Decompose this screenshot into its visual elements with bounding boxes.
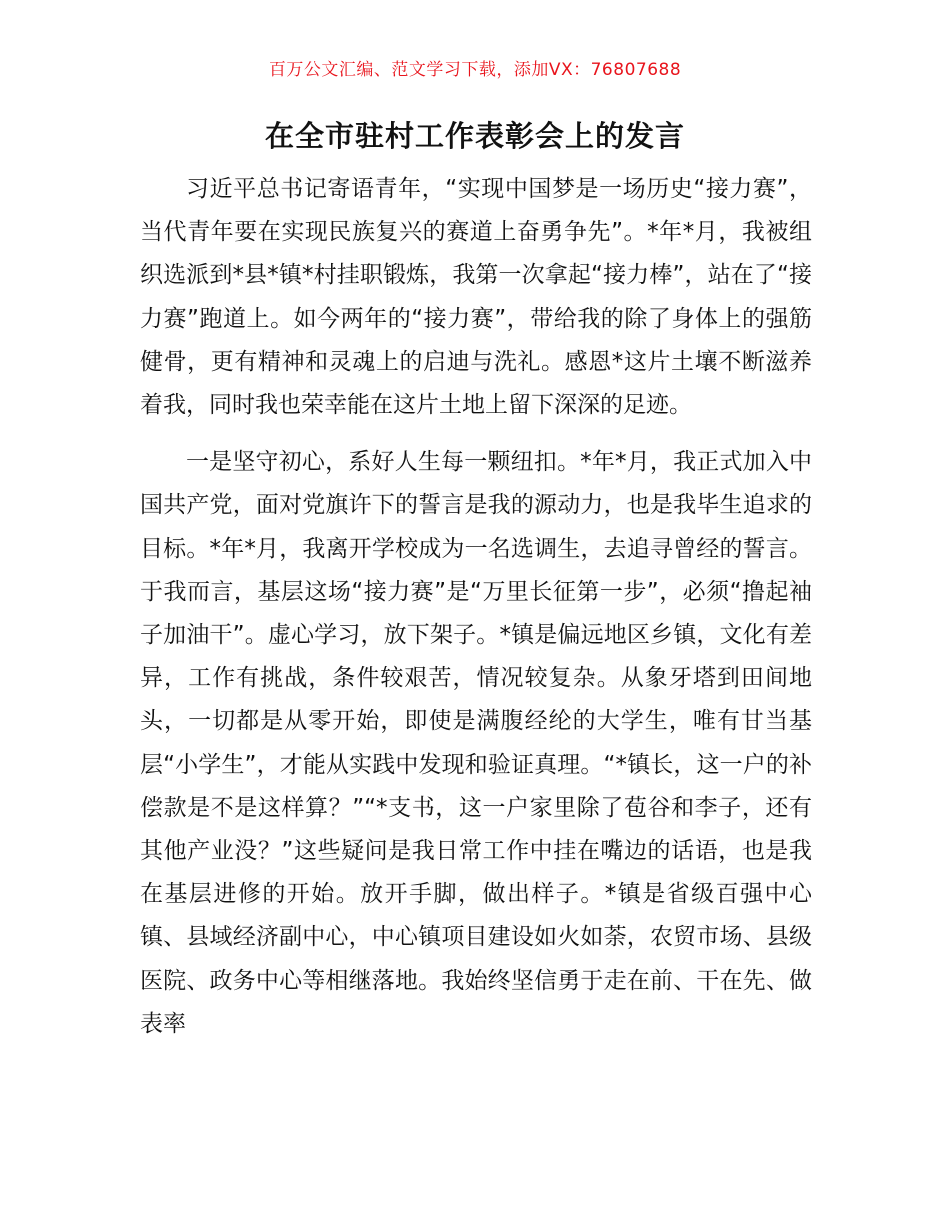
- watermark-banner: 百万公文汇编、范文学习下载，添加VX：76807688: [268, 60, 682, 80]
- paragraph-point-one: 一是坚守初心，系好人生每一颗纽扣。*年*月，我正式加入中国共产党，面对党旗许下的誓言是我的源动力，也是我毕生追求的目标。*年*月，我离开学校成为一名选调生，去追寻曾经的誓言。于我而言，基层这场“接力赛”是“万里长征第一步”，必须“撸起袖子加油干”。虚心学习，放下架子。*镇是偏远地区乡镇，文化有差异，工作有挑战，条件较艰苦，情况较复杂。从象牙塔到田间地头，一切都是从零开始，即使是满腹经纶的大学生，唯有甘当基层“小学生”，才能从实践中发现和验证真理。“*镇长，这一户的补偿款是不是这样算？”“*支书，这一户家里除了苞谷和李子，还有其他产业没？”这些疑问是我日常工作中挂在嘴边的话语，也是我在基层进修的开始。放开手脚，做出样子。*镇是省级百强中心镇、县域经济副中心，中心镇项目建设如火如荼，农贸市场、县级医院、政务中心等相继落地。我始终坚信勇于走在前、干在先、做表率: [140, 449, 812, 1037]
- document-body: [140, 168, 812, 1046]
- document-title: 在全市驻村工作表彰会上的发言: [264, 119, 685, 153]
- paragraph-intro: 习近平总书记寄语青年，“实现中国梦是一场历史“接力赛”，当代青年要在实现民族复兴的赛道上奋勇争先”。*年*月，我被组织选派到*县*镇*村挂职锻炼，我第一次拿起“接力棒”，站在了“接力赛”跑道上。如今两年的“接力赛”，带给我的除了身体上的强筋健骨，更有精神和灵魂上的启迪与洗礼。感恩*这片土壤不断滋养着我，同时我也荣幸能在这片土地上留下深深的足迹。: [140, 176, 812, 419]
